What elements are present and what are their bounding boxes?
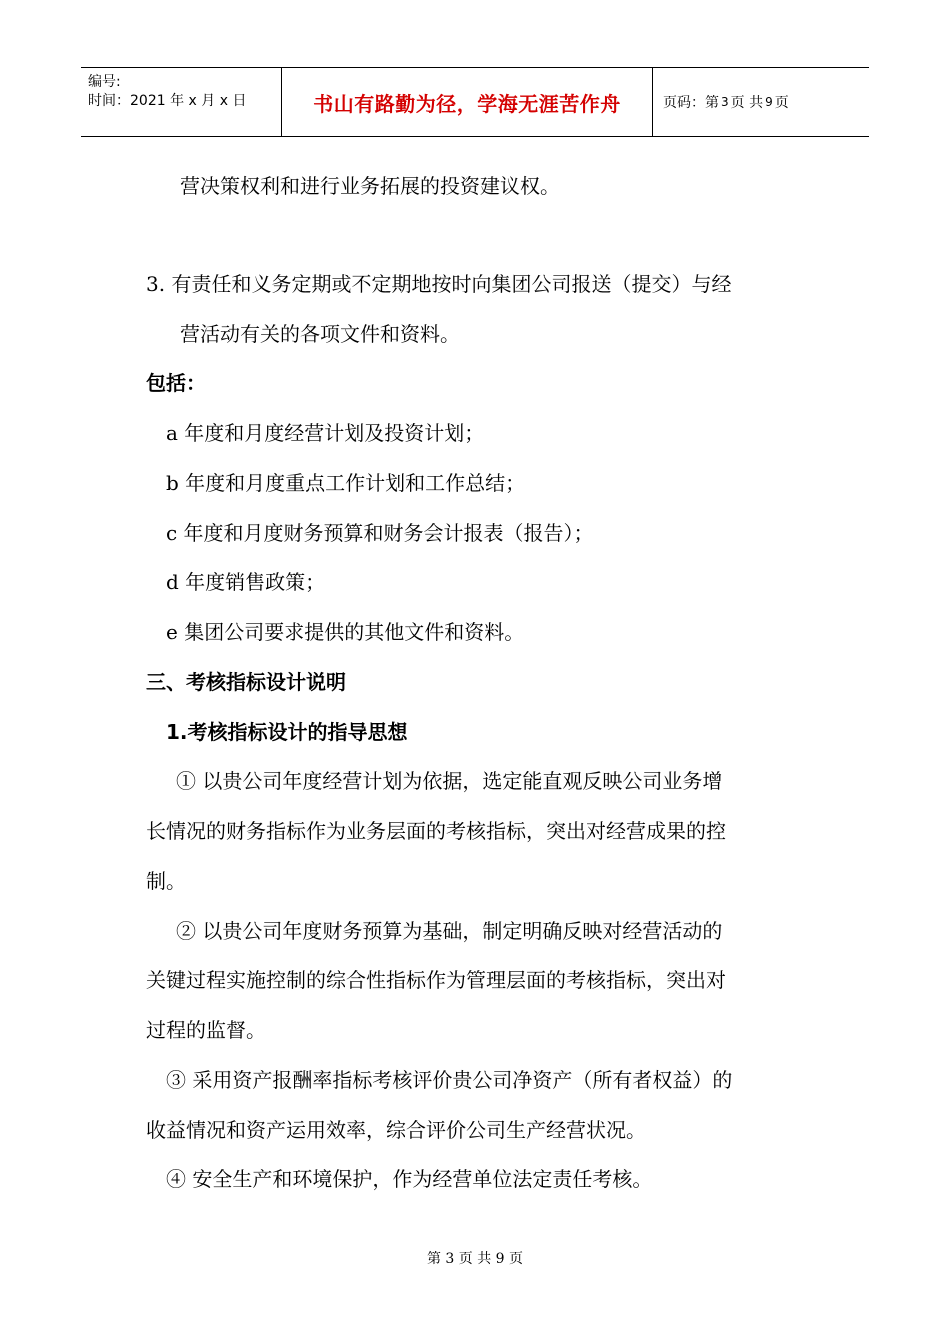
body-line: 营决策权利和进行业务拓展的投资建议权。: [180, 174, 560, 198]
page-total: 9: [765, 95, 773, 109]
list-item-e: e 集团公司要求提供的其他文件和资料。: [166, 620, 525, 644]
header-motto-cell: [282, 68, 653, 136]
header-meta-cell: [81, 68, 282, 136]
page-mid: 页 共: [730, 95, 764, 111]
item3-line1: 3. 有责任和义务定期或不定期地按时向集团公司报送（提交）与经: [146, 272, 732, 296]
p1-line1: ① 以贵公司年度经营计划为依据，选定能直观反映公司业务增: [176, 769, 723, 793]
page-header-table: [81, 67, 869, 137]
p2-line1: ② 以贵公司年度财务预算为基础，制定明确反映对经营活动的: [176, 919, 723, 943]
list-item-d: d 年度销售政策；: [166, 570, 326, 594]
page-prefix: 页码：第: [663, 95, 719, 111]
header-page-cell: [653, 68, 869, 136]
p2-line2: 关键过程实施控制的综合性指标作为管理层面的考核指标，突出对: [146, 968, 726, 992]
list-item-a: a 年度和月度经营计划及投资计划；: [166, 421, 485, 445]
section3-heading: 三、考核指标设计说明: [146, 670, 346, 694]
time-label: 时间：2021 年 x 月 x 日: [88, 93, 247, 109]
p3-line1: ③ 采用资产报酬率指标考核评价贵公司净资产（所有者权益）的: [166, 1068, 733, 1092]
motto-text: 书山有路勤为径，学海无涯苦作舟: [313, 91, 621, 116]
p2-line3: 过程的监督。: [146, 1018, 266, 1042]
p1-line2: 长情况的财务指标作为业务层面的考核指标，突出对经营成果的控: [146, 819, 726, 843]
p4-line1: ④ 安全生产和环境保护，作为经营单位法定责任考核。: [166, 1167, 653, 1191]
page-footer: 第 3 页 共 9 页: [426, 1251, 524, 1267]
p3-line2: 收益情况和资产运用效率，综合评价公司生产经营状况。: [146, 1118, 646, 1142]
page-number: 3: [721, 95, 729, 109]
serial-label: 编号:: [88, 74, 121, 90]
list-item-b: b 年度和月度重点工作计划和工作总结；: [166, 471, 526, 495]
page-suffix: 页: [774, 95, 789, 111]
include-heading: 包括：: [146, 371, 206, 395]
p1-line3: 制。: [146, 869, 186, 893]
list-item-c: c 年度和月度财务预算和财务会计报表（报告）；: [166, 521, 594, 545]
subsection1-heading: 1.考核指标设计的指导思想: [166, 720, 408, 744]
item3-line2: 营活动有关的各项文件和资料。: [180, 322, 460, 346]
